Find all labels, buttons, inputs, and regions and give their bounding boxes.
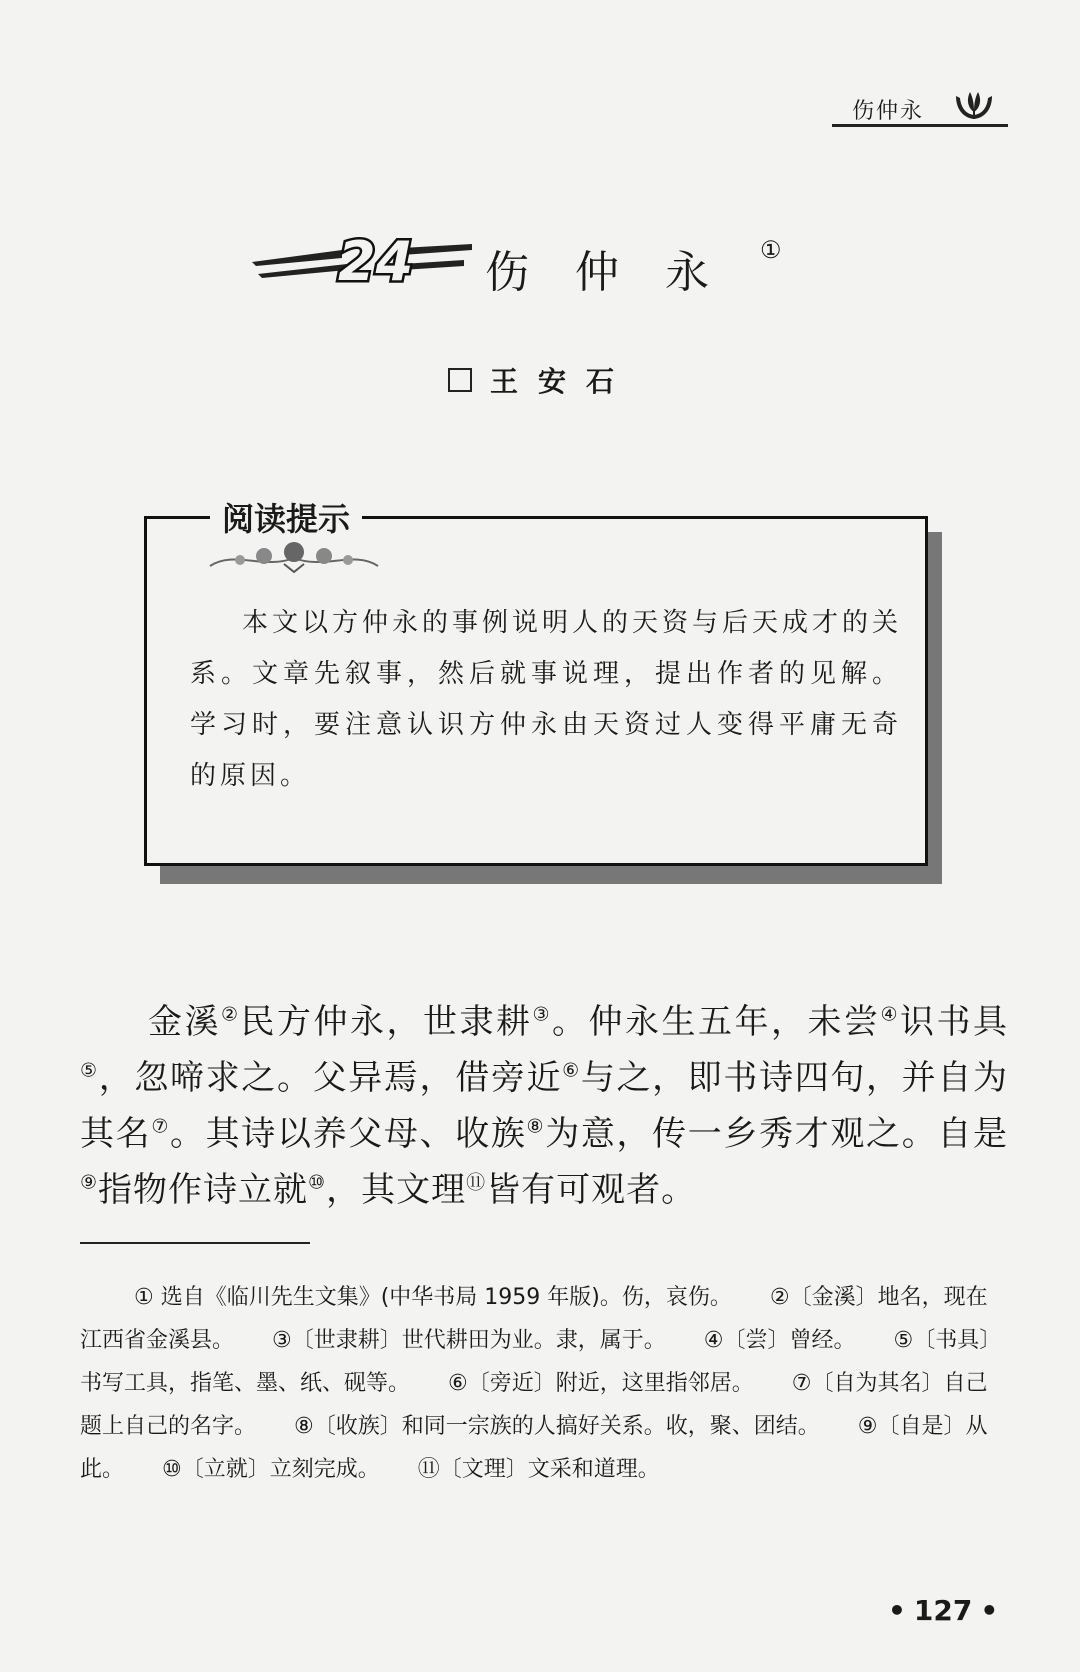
hands-leaf-icon <box>952 88 996 122</box>
lesson-number: 24 <box>338 230 414 288</box>
reading-hint-text: 本文以方仲永的事例说明人的天资与后天成才的关系。文章先叙事，然后就事说理，提出作者的见解。学习时，要注意认识方仲永由天资过人变得平庸无奇的原因。 <box>190 608 903 791</box>
bullet-icon: • <box>888 1594 906 1627</box>
passage-text: 。其诗以养父母、收族 <box>170 1114 527 1154</box>
lesson-title <box>485 236 755 300</box>
footnote-item: ②〔金溪〕地名，现在江西省金溪县。 <box>80 1285 988 1353</box>
header-rule <box>832 124 1008 127</box>
passage-text: 金溪 <box>148 1002 221 1042</box>
footnote-ref: ② <box>221 1003 241 1026</box>
page-number <box>880 1594 1006 1627</box>
author-line <box>448 360 634 400</box>
footnote-ref: ③ <box>532 1003 553 1026</box>
footnote-ref: ④ <box>880 1003 900 1026</box>
footnote-item: ① 选自《临川先生文集》(中华书局 1959 年版)。伤，哀伤。 <box>134 1285 732 1310</box>
author-box-icon <box>448 368 472 392</box>
footnote-item: ⑤〔书具〕书写工具，指笔、墨、纸、砚等。 <box>80 1328 1002 1396</box>
passage-text: 。仲永生五年，未尝 <box>552 1002 881 1042</box>
lesson-number-badge <box>252 228 472 288</box>
running-title: 伤仲永 <box>852 99 925 124</box>
footnote-rule <box>80 1242 310 1244</box>
footnote-ref: ⑦ <box>151 1115 170 1138</box>
page-number-value: 127 <box>913 1594 973 1627</box>
title-footnote-mark: ① <box>760 236 782 264</box>
title-char: 伤 <box>485 247 529 298</box>
footnote-item: ⑨〔自是〕从此。 <box>80 1414 988 1482</box>
footnote-item: ③〔世隶耕〕世代耕田为业。隶，属于。 <box>272 1328 666 1353</box>
floral-ornament-icon <box>204 540 384 574</box>
running-header <box>830 88 1010 128</box>
footnotes <box>80 1276 1008 1491</box>
passage-text: 与之，即书诗四句，并自为其名 <box>80 1058 1008 1154</box>
passage-text: 民方仲永，世隶耕 <box>240 1002 533 1042</box>
footnote-ref: ⑩ <box>308 1171 327 1194</box>
footnote-ref: ⑨ <box>80 1171 99 1194</box>
title-char: 永 <box>665 247 709 298</box>
passage-text: 皆有可观者。 <box>486 1170 697 1210</box>
title-char: 仲 <box>575 247 619 298</box>
footnote-ref: ⑧ <box>526 1115 546 1138</box>
footnote-item: ⑧〔收族〕和同一宗族的人搞好关系。收，聚、团结。 <box>294 1414 820 1439</box>
bullet-icon: • <box>980 1594 999 1627</box>
footnote-item: ⑦〔自为其名〕自己题上自己的名字。 <box>80 1371 988 1439</box>
footnote-ref: ⑥ <box>562 1059 581 1082</box>
passage-text: ，忽啼求之。父异焉，借旁近 <box>98 1058 563 1098</box>
passage-text: 指物作诗立就 <box>98 1170 309 1210</box>
footnote-ref: ⑪ <box>466 1171 487 1194</box>
footnote-ref: ⑤ <box>80 1059 99 1082</box>
footnote-item: ⑪〔文理〕文采和道理。 <box>417 1457 660 1482</box>
main-passage <box>80 994 1008 1218</box>
footnote-item: ⑩〔立就〕立刻完成。 <box>162 1457 380 1482</box>
passage-text: ，其文理 <box>326 1170 467 1210</box>
passage-text: 识书具 <box>900 1002 1008 1042</box>
footnote-item: ④〔尝〕曾经。 <box>703 1328 856 1353</box>
footnote-item: ⑥〔旁近〕附近，这里指邻居。 <box>448 1371 754 1396</box>
author-name: 王安石 <box>490 365 635 398</box>
passage-text: 为意，传一乡秀才观之。自是 <box>545 1114 1009 1154</box>
reading-hint-label: 阅读提示 <box>210 494 362 540</box>
